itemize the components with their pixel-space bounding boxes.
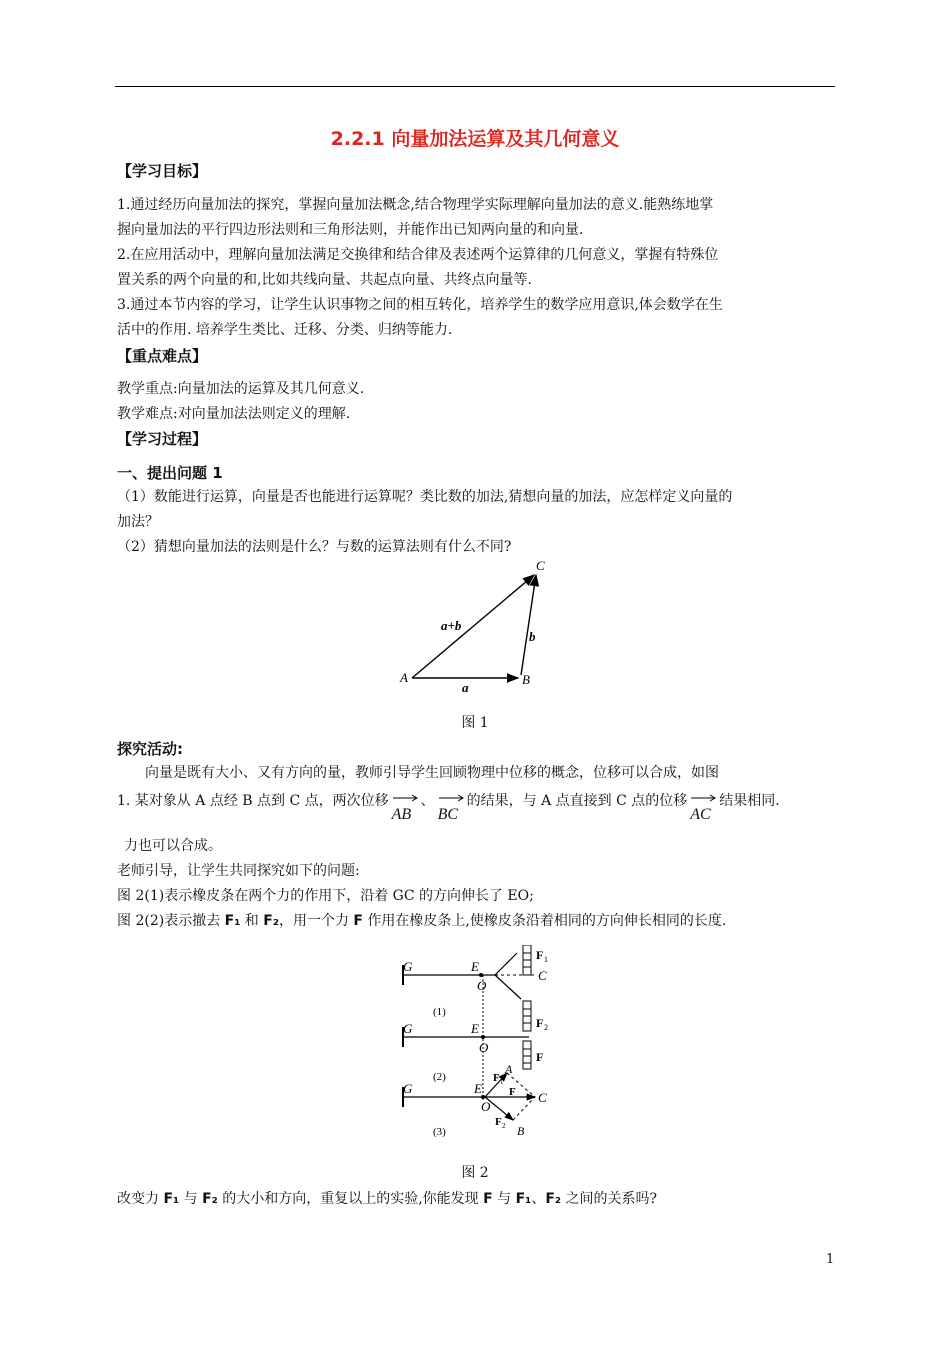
vector-label: b xyxy=(529,629,536,644)
text-span: ，用一个力 xyxy=(278,913,354,929)
explore-line: 老师引导，让学生共同探究如下的问题: xyxy=(117,863,360,879)
explore-line: 向量是既有大小、又有方向的量，教师引导学生回顾物理中位移的概念，位移可以合成，如图 xyxy=(145,765,719,781)
svg-text:C: C xyxy=(538,968,547,983)
svg-text:O: O xyxy=(481,1099,491,1114)
svg-text:F: F xyxy=(493,1072,500,1084)
process-heading: 【学习过程】 xyxy=(117,430,208,448)
text-span: 作用在橡皮条上,使橡皮条沿着相同的方向伸长相同的长度. xyxy=(362,913,727,929)
point-label: B xyxy=(522,672,530,687)
vector-arrow xyxy=(392,792,418,802)
svg-text:E: E xyxy=(474,1081,482,1096)
explore-line-with-vectors xyxy=(117,789,839,827)
svg-text:1: 1 xyxy=(500,1078,504,1086)
force-label: F₁ xyxy=(224,913,241,929)
page-title: 2.2.1 向量加法运算及其几何意义 xyxy=(330,128,620,150)
figure1-vector-triangle xyxy=(395,555,555,700)
goal-line: 3.通过本节内容的学习，让学生认识事物之间的相互转化，培养学生的数学应用意识,体会数学在生 xyxy=(117,297,723,313)
text-span: 、 xyxy=(420,793,435,809)
vector-BC: BC xyxy=(438,792,464,827)
svg-text:G: G xyxy=(403,1021,413,1036)
svg-text:F: F xyxy=(509,1086,516,1098)
final-question: 改变力 F₁ 与 F₂ 的大小和方向，重复以上的实验,你能发现 F 与 F₁、F₂ 之间的关系吗? xyxy=(117,1191,657,1207)
goal-line: 握向量加法的平行四边形法则和三角形法则，并能作出已知两向量的和向量. xyxy=(117,222,584,238)
vector-AB: AB xyxy=(392,792,418,827)
svg-text:F: F xyxy=(536,1050,544,1064)
svg-text:2: 2 xyxy=(502,1122,506,1130)
key-heading: 【重点难点】 xyxy=(117,347,208,365)
point-label: C xyxy=(536,558,545,573)
question1-heading: 一、提出问题 1 xyxy=(117,464,223,482)
force-label: F₂ xyxy=(263,913,279,929)
svg-text:G: G xyxy=(403,959,413,974)
figure2-force-experiment xyxy=(395,945,570,1145)
text-span: 图 2(2)表示撤去 xyxy=(117,913,225,929)
text-span: 结果相同. xyxy=(719,793,780,809)
goal-line: 活中的作用. 培养学生类比、迁移、分类、归纳等能力. xyxy=(117,322,453,338)
goals-heading: 【学习目标】 xyxy=(117,162,208,180)
goal-line: 2.在应用活动中，理解向量加法满足交换律和结合律及表述两个运算律的几何意义，掌握有特殊位 xyxy=(117,247,719,263)
text-span: 和 xyxy=(240,913,264,929)
goal-line: 1.通过经历向量加法的探究，掌握向量加法概念,结合物理学实际理解向量加法的意义.能熟练地掌 xyxy=(117,197,714,213)
vector-AC: AC xyxy=(690,792,716,827)
header-rule xyxy=(115,86,835,87)
figure2-caption: 图 2 xyxy=(461,1165,489,1181)
svg-text:G: G xyxy=(403,1081,413,1096)
goal-line: 置关系的两个向量的和,比如共线向量、共起点向量、共终点向量等. xyxy=(117,272,532,288)
force-label: F xyxy=(353,913,363,929)
key-point: 教学重点:向量加法的运算及其几何意义. xyxy=(117,381,365,397)
svg-text:(2): (2) xyxy=(433,1071,446,1083)
svg-text:(3): (3) xyxy=(433,1126,446,1138)
svg-text:C: C xyxy=(538,1090,547,1105)
question-line: 加法？ xyxy=(117,514,159,530)
key-point: 教学难点:对向量加法法则定义的理解. xyxy=(117,406,351,422)
svg-text:2: 2 xyxy=(544,1023,548,1032)
text-span: 的结果，与 A 点直接到 C 点的位移 xyxy=(466,793,688,809)
svg-text:E: E xyxy=(471,959,479,974)
vector-arrow xyxy=(438,792,464,802)
point-label: A xyxy=(400,670,408,685)
vector-label: a xyxy=(462,680,469,695)
explore-heading: 探究活动: xyxy=(117,740,183,758)
svg-text:(1): (1) xyxy=(433,1006,446,1018)
svg-text:E: E xyxy=(471,1021,479,1036)
vector-arrow xyxy=(690,792,716,802)
svg-text:F: F xyxy=(495,1116,502,1128)
explore-line: 图 2(1)表示橡皮条在两个力的作用下，沿着 GC 的方向伸长了 EO; xyxy=(117,888,534,904)
vector-a-plus-b xyxy=(412,575,534,678)
text-span: 1. 某对象从 A 点经 B 点到 C 点，两次位移 xyxy=(117,793,389,809)
question-line: （2）猜想向量加法的法则是什么？与数的运算法则有什么不同? xyxy=(117,539,512,555)
svg-text:F: F xyxy=(536,948,544,962)
explore-line xyxy=(117,909,839,934)
svg-text:B: B xyxy=(517,1124,525,1138)
page-number: 1 xyxy=(826,1252,835,1267)
explore-line: 力也可以合成。 xyxy=(124,838,222,854)
svg-text:1: 1 xyxy=(544,955,548,964)
figure1-caption: 图 1 xyxy=(461,715,489,731)
svg-text:O: O xyxy=(477,978,487,993)
vector-b xyxy=(521,575,536,675)
svg-text:O: O xyxy=(479,1040,489,1055)
question-line: （1）数能进行运算，向量是否也能进行运算呢？类比数的加法,猜想向量的加法，应怎样定义向量的 xyxy=(117,489,733,505)
vector-label: a+b xyxy=(441,618,462,633)
svg-text:A: A xyxy=(505,1062,513,1076)
svg-text:F: F xyxy=(536,1016,544,1030)
